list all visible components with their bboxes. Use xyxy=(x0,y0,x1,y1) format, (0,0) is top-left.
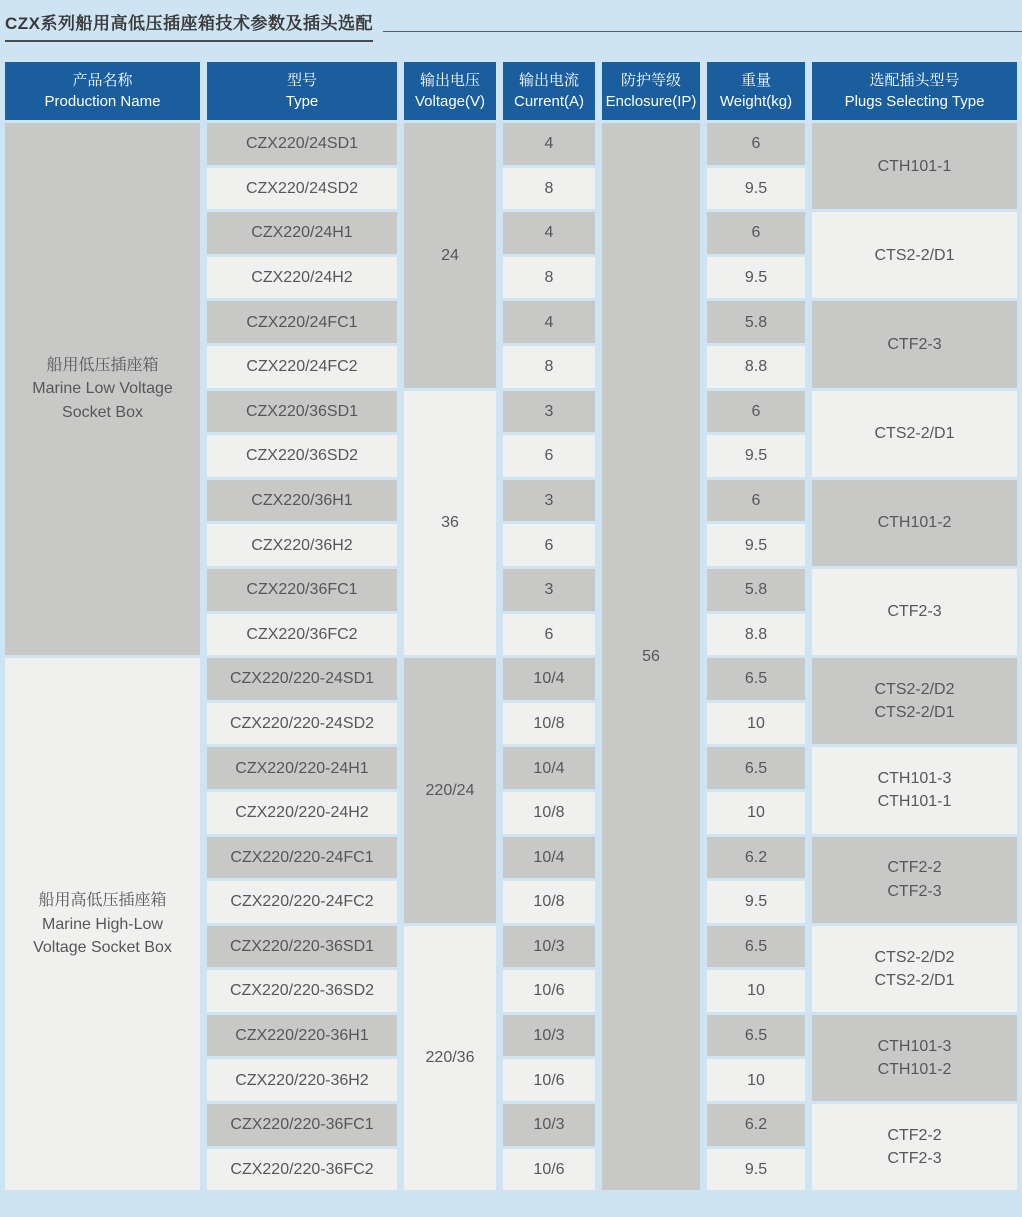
plug-model: CTH101-1 xyxy=(877,793,952,811)
current-value: 4 xyxy=(544,224,554,242)
enclosure-value: 56 xyxy=(642,648,660,666)
current-cell xyxy=(503,346,595,388)
current-value: 10/6 xyxy=(533,1160,565,1178)
type-value: CZX220/24FC1 xyxy=(246,313,358,331)
type-cell xyxy=(207,1015,397,1057)
current-value: 10/4 xyxy=(533,848,565,866)
weight-cell xyxy=(707,1015,805,1057)
weight-value: 10 xyxy=(747,982,765,1000)
voltage-cell xyxy=(404,926,496,1191)
current-value: 8 xyxy=(544,268,554,286)
current-cell xyxy=(503,970,595,1012)
plug-model: CTS2-2/D1 xyxy=(874,971,955,989)
type-value: CZX220/36H1 xyxy=(251,491,353,509)
current-cell xyxy=(503,1015,595,1057)
current-value: 10/8 xyxy=(533,804,565,822)
voltage-cell xyxy=(404,658,496,923)
current-value: 10/3 xyxy=(533,937,565,955)
current-cell xyxy=(503,212,595,254)
current-value: 6 xyxy=(544,447,554,465)
plug-model: CTS2-2/D1 xyxy=(874,704,955,722)
type-cell xyxy=(207,524,397,566)
product-name-line: 船用低压插座箱 xyxy=(46,357,159,375)
type-value: CZX220/220-24FC1 xyxy=(230,848,374,866)
weight-value: 5.8 xyxy=(744,581,768,599)
header-zh: 型号 xyxy=(286,72,317,89)
header-en: Current(A) xyxy=(513,93,584,110)
header-zh: 防护等级 xyxy=(620,72,681,89)
header-zh: 产品名称 xyxy=(72,72,133,89)
type-cell xyxy=(207,123,397,165)
type-cell xyxy=(207,881,397,923)
current-value: 10/8 xyxy=(533,714,565,732)
column-header-4 xyxy=(602,62,700,120)
enclosure-cell xyxy=(602,123,700,1190)
plug-model: CTS2-2/D2 xyxy=(874,681,955,699)
type-value: CZX220/24SD2 xyxy=(245,179,359,197)
current-cell xyxy=(503,257,595,299)
type-value: CZX220/24H1 xyxy=(251,224,353,242)
type-cell xyxy=(207,257,397,299)
voltage-value: 220/36 xyxy=(425,1049,475,1067)
weight-value: 9.5 xyxy=(744,268,768,286)
type-cell xyxy=(207,212,397,254)
current-cell xyxy=(503,168,595,210)
product-name-line: Socket Box xyxy=(62,403,143,421)
weight-value: 6 xyxy=(751,491,761,509)
plug-model: CTS2-2/D2 xyxy=(874,948,955,966)
header-en: Production Name xyxy=(44,93,161,110)
header-en: Plugs Selecting Type xyxy=(844,93,985,110)
plug-model: CTF2-3 xyxy=(887,603,942,621)
weight-cell xyxy=(707,346,805,388)
type-value: CZX220/220-24SD2 xyxy=(229,714,375,732)
weight-cell xyxy=(707,257,805,299)
type-cell xyxy=(207,1104,397,1146)
column-header-5 xyxy=(707,62,805,120)
plug-model: CTS2-2/D1 xyxy=(874,425,955,443)
type-cell xyxy=(207,1149,397,1191)
weight-cell xyxy=(707,569,805,611)
spec-table xyxy=(5,62,1017,1190)
weight-cell xyxy=(707,435,805,477)
current-cell xyxy=(503,792,595,834)
type-cell xyxy=(207,614,397,656)
type-cell xyxy=(207,926,397,968)
weight-value: 9.5 xyxy=(744,1160,768,1178)
current-value: 6 xyxy=(544,625,554,643)
voltage-cell xyxy=(404,391,496,656)
plug-cell xyxy=(812,658,1017,744)
product-name-line: 船用高低压插座箱 xyxy=(38,892,167,910)
plug-model: CTF2-2 xyxy=(887,1126,942,1144)
current-value: 3 xyxy=(544,402,554,420)
column-header-3 xyxy=(503,62,595,120)
current-value: 8 xyxy=(544,179,554,197)
weight-cell xyxy=(707,1149,805,1191)
voltage-cell xyxy=(404,123,496,388)
plug-model: CTH101-3 xyxy=(877,770,952,788)
product-name-line: Marine Low Voltage xyxy=(32,380,173,398)
voltage-value: 220/24 xyxy=(425,781,475,799)
plug-cell xyxy=(812,926,1017,1012)
weight-value: 6.5 xyxy=(744,937,768,955)
current-cell xyxy=(503,1059,595,1101)
current-value: 4 xyxy=(544,135,554,153)
type-cell xyxy=(207,569,397,611)
plug-model: CTS2-2/D1 xyxy=(874,246,955,264)
plug-model: CTF2-3 xyxy=(887,1150,942,1168)
plug-cell xyxy=(812,1015,1017,1101)
header-en: Enclosure(IP) xyxy=(605,93,697,110)
current-cell xyxy=(503,614,595,656)
weight-cell xyxy=(707,747,805,789)
weight-value: 6.5 xyxy=(744,670,768,688)
plug-cell xyxy=(812,391,1017,477)
type-value: CZX220/220-36H2 xyxy=(235,1071,369,1089)
plug-cell xyxy=(812,212,1017,298)
plug-model: CTF2-3 xyxy=(887,882,942,900)
plug-cell xyxy=(812,569,1017,655)
weight-value: 6.2 xyxy=(744,1116,768,1134)
title-bar xyxy=(0,0,1022,42)
type-cell xyxy=(207,301,397,343)
type-cell xyxy=(207,747,397,789)
plug-model: CTH101-1 xyxy=(877,157,952,175)
weight-value: 10 xyxy=(747,714,765,732)
weight-value: 9.5 xyxy=(744,536,768,554)
weight-value: 6 xyxy=(751,135,761,153)
header-en: Weight(kg) xyxy=(719,93,793,110)
type-cell xyxy=(207,1059,397,1101)
weight-cell xyxy=(707,703,805,745)
weight-value: 9.5 xyxy=(744,893,768,911)
current-cell xyxy=(503,747,595,789)
product-name-cell xyxy=(5,123,200,655)
type-value: CZX220/220-24H1 xyxy=(235,759,369,777)
header-zh: 输出电压 xyxy=(419,72,480,89)
weight-cell xyxy=(707,614,805,656)
weight-cell xyxy=(707,212,805,254)
weight-cell xyxy=(707,123,805,165)
page-title: CZX系列船用高低压插座箱技术参数及插头选配 xyxy=(5,9,373,42)
current-value: 10/3 xyxy=(533,1027,565,1045)
weight-value: 8.8 xyxy=(744,358,768,376)
weight-cell xyxy=(707,792,805,834)
column-header-0 xyxy=(5,62,200,120)
voltage-value: 24 xyxy=(441,246,459,264)
current-value: 3 xyxy=(544,581,554,599)
plug-model: CTH101-2 xyxy=(877,1060,952,1078)
weight-value: 8.8 xyxy=(744,625,768,643)
plug-cell xyxy=(812,837,1017,923)
current-value: 3 xyxy=(544,491,554,509)
type-value: CZX220/36FC1 xyxy=(246,581,358,599)
type-cell xyxy=(207,792,397,834)
plug-model: CTF2-3 xyxy=(887,335,942,353)
type-value: CZX220/24FC2 xyxy=(246,358,358,376)
weight-cell xyxy=(707,391,805,433)
type-cell xyxy=(207,391,397,433)
weight-value: 6 xyxy=(751,402,761,420)
type-cell xyxy=(207,970,397,1012)
column-header-1 xyxy=(207,62,397,120)
current-value: 10/4 xyxy=(533,670,565,688)
current-cell xyxy=(503,658,595,700)
type-value: CZX220/220-36SD2 xyxy=(229,982,375,1000)
type-cell xyxy=(207,346,397,388)
header-zh: 选配插头型号 xyxy=(869,72,960,89)
type-value: CZX220/220-36FC2 xyxy=(230,1160,374,1178)
weight-cell xyxy=(707,301,805,343)
weight-cell xyxy=(707,881,805,923)
weight-cell xyxy=(707,926,805,968)
type-value: CZX220/220-24SD1 xyxy=(229,670,375,688)
column-header-6 xyxy=(812,62,1017,120)
current-cell xyxy=(503,480,595,522)
header-en: Voltage(V) xyxy=(414,93,486,110)
current-value: 4 xyxy=(544,313,554,331)
current-cell xyxy=(503,881,595,923)
type-value: CZX220/36FC2 xyxy=(246,625,358,643)
weight-cell xyxy=(707,837,805,879)
type-value: CZX220/24H2 xyxy=(251,268,353,286)
plug-cell xyxy=(812,123,1017,209)
weight-cell xyxy=(707,1059,805,1101)
type-cell xyxy=(207,480,397,522)
product-name-line: Marine High-Low xyxy=(42,915,163,933)
plug-cell xyxy=(812,301,1017,387)
current-cell xyxy=(503,926,595,968)
current-value: 10/3 xyxy=(533,1116,565,1134)
current-value: 6 xyxy=(544,536,554,554)
type-cell xyxy=(207,837,397,879)
current-cell xyxy=(503,123,595,165)
current-cell xyxy=(503,569,595,611)
plug-model: CTH101-2 xyxy=(877,514,952,532)
current-value: 10/6 xyxy=(533,1071,565,1089)
weight-value: 5.8 xyxy=(744,313,768,331)
type-value: CZX220/220-36H1 xyxy=(235,1027,369,1045)
type-value: CZX220/220-36SD1 xyxy=(229,937,375,955)
weight-value: 6.2 xyxy=(744,848,768,866)
type-cell xyxy=(207,168,397,210)
weight-cell xyxy=(707,658,805,700)
type-value: CZX220/36SD2 xyxy=(245,447,359,465)
current-value: 10/8 xyxy=(533,893,565,911)
type-value: CZX220/220-24H2 xyxy=(235,804,369,822)
weight-value: 6 xyxy=(751,224,761,242)
plug-cell xyxy=(812,747,1017,833)
weight-cell xyxy=(707,168,805,210)
column-header-2 xyxy=(404,62,496,120)
weight-value: 6.5 xyxy=(744,759,768,777)
product-name-cell xyxy=(5,658,200,1190)
weight-cell xyxy=(707,970,805,1012)
current-value: 8 xyxy=(544,358,554,376)
current-cell xyxy=(503,1104,595,1146)
weight-cell xyxy=(707,480,805,522)
plug-model: CTH101-3 xyxy=(877,1037,952,1055)
current-cell xyxy=(503,301,595,343)
current-value: 10/4 xyxy=(533,759,565,777)
type-value: CZX220/36H2 xyxy=(251,536,353,554)
type-cell xyxy=(207,435,397,477)
current-cell xyxy=(503,1149,595,1191)
weight-cell xyxy=(707,1104,805,1146)
weight-value: 10 xyxy=(747,804,765,822)
type-value: CZX220/24SD1 xyxy=(245,135,359,153)
title-rule-line xyxy=(383,31,1022,32)
type-cell xyxy=(207,703,397,745)
type-value: CZX220/36SD1 xyxy=(245,402,359,420)
voltage-value: 36 xyxy=(441,514,459,532)
header-zh: 输出电流 xyxy=(518,72,579,89)
weight-cell xyxy=(707,524,805,566)
current-cell xyxy=(503,837,595,879)
type-cell xyxy=(207,658,397,700)
weight-value: 9.5 xyxy=(744,447,768,465)
plug-cell xyxy=(812,480,1017,566)
weight-value: 6.5 xyxy=(744,1027,768,1045)
header-en: Type xyxy=(285,93,319,110)
current-cell xyxy=(503,703,595,745)
plug-model: CTF2-2 xyxy=(887,859,942,877)
weight-value: 9.5 xyxy=(744,179,768,197)
current-value: 10/6 xyxy=(533,982,565,1000)
type-value: CZX220/220-24FC2 xyxy=(230,893,374,911)
current-cell xyxy=(503,524,595,566)
plug-cell xyxy=(812,1104,1017,1190)
current-cell xyxy=(503,435,595,477)
weight-value: 10 xyxy=(747,1071,765,1089)
type-value: CZX220/220-36FC1 xyxy=(230,1116,374,1134)
current-cell xyxy=(503,391,595,433)
header-zh: 重量 xyxy=(740,72,771,89)
product-name-line: Voltage Socket Box xyxy=(33,938,172,956)
